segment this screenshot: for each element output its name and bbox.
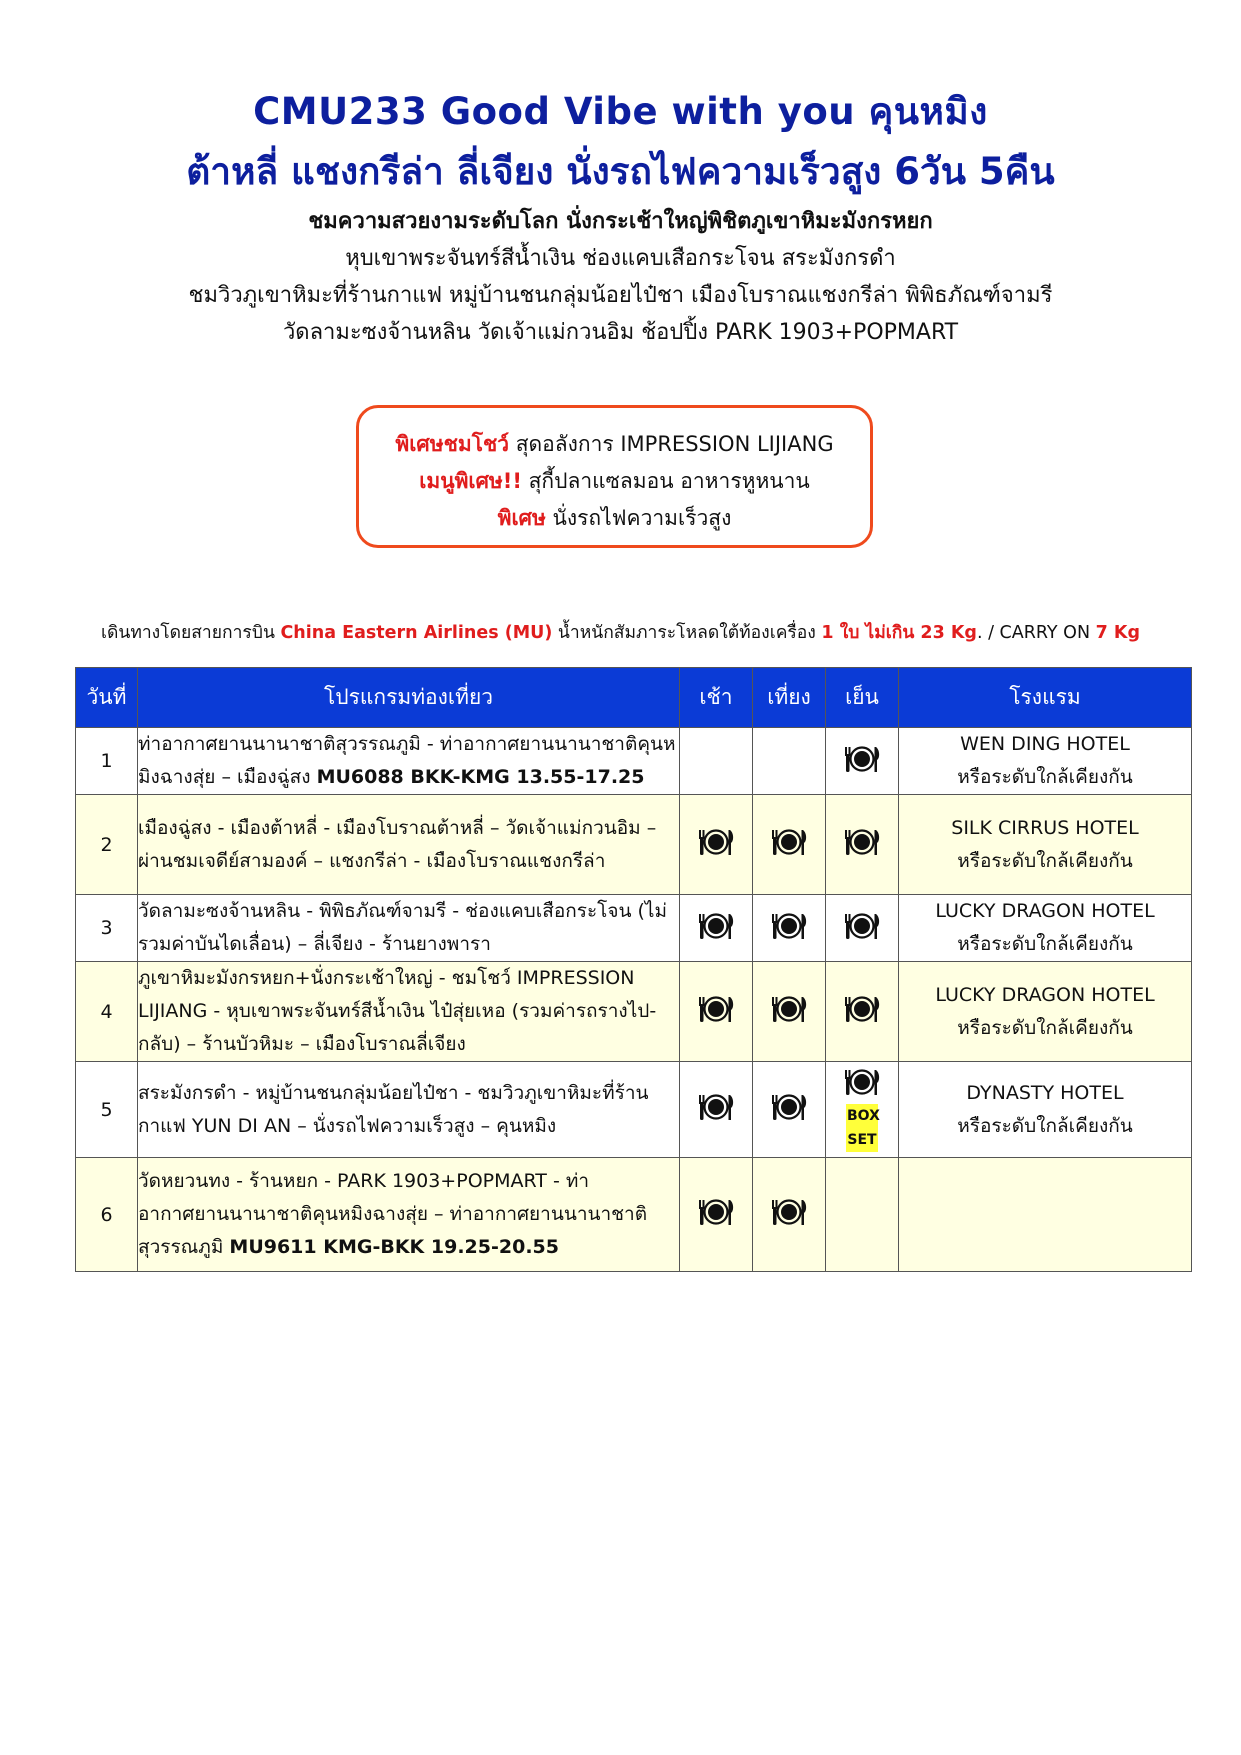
hotel-cell — [899, 895, 1192, 962]
carry-on-allowance: 7 Kg — [1095, 623, 1140, 643]
meal-breakfast-cell — [680, 1158, 753, 1272]
hotel-name: WEN DING HOTEL — [960, 733, 1130, 755]
highlight-line-3: ชมวิวภูเขาหิมะที่ร้านกาแฟ หมู่บ้านชนกลุ่มน้อยไป๋ชา เมืองโบราณแชงกรีล่า พิพิธภัณฑ์จามรี — [188, 283, 1053, 308]
program-cell — [138, 728, 680, 795]
hotel-note: หรือระดับใกล้เคียงกัน — [957, 1114, 1133, 1137]
hotel-note: หรือระดับใกล้เคียงกัน — [957, 933, 1133, 955]
meal-breakfast-cell — [680, 895, 753, 962]
tour-subtitle: ต้าหลี่ แชงกรีล่า ลี่เจียง นั่งรถไฟความเร็วสูง 6วัน 5คืน — [186, 150, 1055, 193]
hotel-note: หรือระดับใกล้เคียงกัน — [957, 1016, 1133, 1039]
flight-info: MU9611 KMG-BKK 19.25-20.55 — [229, 1236, 559, 1258]
program-text: ภูเขาหิมะมังกรหยก+นั่งกระเช้าใหญ่ - ชมโชว์ IMPRESSION LIJIANG - หุบเขาพระจันทร์สีน้ำเงิน ไป๋สุ่ยเหอ (รวมค่ารถรางไป-กลับ) – ร้านบัวหิมะ – เมืองโบราณลี่เจียง — [138, 967, 657, 1055]
promo-line-menu — [359, 465, 870, 498]
day-number: 3 — [76, 895, 138, 962]
table-row — [76, 962, 1192, 1062]
table-row — [76, 895, 1192, 962]
carry-on-label: . / CARRY ON — [976, 623, 1096, 643]
meal-lunch-cell — [753, 728, 826, 795]
plate-with-fork-knife-icon — [843, 1067, 881, 1102]
meal-lunch-cell — [753, 895, 826, 962]
hotel-name: LUCKY DRAGON HOTEL — [935, 900, 1155, 922]
program-text: ท่าอากาศยานนานาชาติสุวรรณภูมิ - ท่าอากาศยานนานาชาติคุนหมิงฉางสุ่ย – เมืองฉู่สง — [138, 733, 676, 788]
hotel-note: หรือระดับใกล้เคียงกัน — [957, 849, 1133, 872]
day-number: 2 — [76, 795, 138, 895]
plate-with-fork-knife-icon — [697, 1092, 735, 1127]
highlight-line-1: ชมความสวยงามระดับโลก นั่งกระเช้าใหญ่พิชิตภูเขาหิมะมังกรหยก — [308, 209, 933, 234]
meal-dinner-cell — [826, 1158, 899, 1272]
plate-with-fork-knife-icon — [770, 1197, 808, 1232]
hotel-name: DYNASTY HOTEL — [966, 1081, 1124, 1104]
header-hotel: โรงแรม — [899, 668, 1192, 728]
promo-highlight: พิเศษชมโชว์ — [395, 432, 510, 456]
meal-dinner-cell — [826, 962, 899, 1062]
program-cell — [138, 1158, 680, 1272]
promo-line-train — [359, 502, 870, 535]
meal-breakfast-cell — [680, 1062, 753, 1158]
hotel-cell — [899, 962, 1192, 1062]
program-cell — [138, 962, 680, 1062]
plate-with-fork-knife-icon — [843, 994, 881, 1029]
plate-with-fork-knife-icon — [770, 827, 808, 862]
airline-name: China Eastern Airlines (MU) — [280, 623, 553, 643]
meal-breakfast-cell — [680, 795, 753, 895]
hotel-cell — [899, 1158, 1192, 1272]
hotel-note: หรือระดับใกล้เคียงกัน — [957, 766, 1133, 788]
table-row — [76, 728, 1192, 795]
promo-text: สุดอลังการ IMPRESSION LIJIANG — [509, 432, 834, 456]
plate-with-fork-knife-icon — [770, 911, 808, 946]
program-cell — [138, 895, 680, 962]
meal-lunch-cell — [753, 1062, 826, 1158]
promo-text: สุกี้ปลาแซลมอน อาหารหูหนาน — [521, 469, 810, 493]
table-row — [76, 1158, 1192, 1272]
tour-title: CMU233 Good Vibe with you คุนหมิง — [253, 90, 988, 133]
plate-with-fork-knife-icon — [843, 827, 881, 862]
plate-with-fork-knife-icon — [843, 744, 881, 779]
hotel-cell — [899, 728, 1192, 795]
program-text: เมืองฉู่สง - เมืองต้าหลี่ - เมืองโบราณต้าหลี่ – วัดเจ้าแม่กวนอิม – ผ่านชมเจดีย์สามองค์ – แชงกรีล่า - เมืองโบราณแชงกรีล่า — [138, 816, 657, 872]
program-cell — [138, 1062, 680, 1158]
plate-with-fork-knife-icon — [770, 1092, 808, 1127]
airline-info — [0, 618, 1241, 646]
promo-text: นั่งรถไฟความเร็วสูง — [545, 506, 732, 530]
header-breakfast: เช้า — [680, 668, 753, 728]
header-day: วันที่ — [76, 668, 138, 728]
header-lunch: เที่ยง — [753, 668, 826, 728]
day-number: 1 — [76, 728, 138, 795]
promo-highlight: เมนูพิเศษ!! — [419, 469, 522, 493]
meal-breakfast-cell — [680, 962, 753, 1062]
day-number: 6 — [76, 1158, 138, 1272]
header-program: โปรแกรมท่องเที่ยว — [138, 668, 680, 728]
program-text: วัดหยวนทง - ร้านหยก - PARK 1903+POPMART - ท่าอากาศยานนานาชาติคุนหมิงฉางสุ่ย – ท่าอากาศยานนานาชาติสุวรรณภูมิ — [138, 1170, 648, 1258]
baggage-allowance: 1 ใบ ไม่เกิน 23 Kg — [821, 623, 977, 643]
highlight-line-4: วัดลามะซงจ้านหลิน วัดเจ้าแม่กวนอิม ช้อปปิ้ง PARK 1903+POPMART — [282, 320, 959, 345]
meal-dinner-cell — [826, 1062, 899, 1158]
table-row — [76, 1062, 1192, 1158]
plate-with-fork-knife-icon — [697, 827, 735, 862]
program-text: วัดลามะซงจ้านหลิน - พิพิธภัณฑ์จามรี - ช่องแคบเสือกระโจน (ไม่รวมค่าบันไดเลื่อน) – ลี่เจียง - ร้านยางพารา — [138, 900, 668, 955]
program-text: สระมังกรดำ - หมู่บ้านชนกลุ่มน้อยไป๋ชา - ชมวิวภูเขาหิมะที่ร้านกาแฟ YUN DI AN – นั่งรถไฟความเร็วสูง – คุนหมิง — [138, 1081, 649, 1137]
meal-breakfast-cell — [680, 728, 753, 795]
program-cell — [138, 795, 680, 895]
promo-line-show — [359, 428, 870, 461]
hotel-name: SILK CIRRUS HOTEL — [951, 816, 1139, 839]
hotel-name: LUCKY DRAGON HOTEL — [935, 983, 1155, 1006]
hotel-cell — [899, 795, 1192, 895]
flight-info: MU6088 BKK-KMG 13.55-17.25 — [316, 766, 645, 788]
plate-with-fork-knife-icon — [770, 994, 808, 1029]
airline-prefix: เดินทางโดยสายการบิน — [101, 623, 281, 643]
promo-box — [356, 405, 873, 548]
hotel-cell — [899, 1062, 1192, 1158]
meal-dinner-cell — [826, 895, 899, 962]
plate-with-fork-knife-icon — [697, 911, 735, 946]
day-number: 5 — [76, 1062, 138, 1158]
header-dinner: เย็น — [826, 668, 899, 728]
baggage-label: น้ำหนักสัมภาระโหลดใต้ท้องเครื่อง — [552, 623, 822, 643]
itinerary-table — [75, 667, 1192, 1272]
table-row — [76, 795, 1192, 895]
meal-lunch-cell — [753, 1158, 826, 1272]
meal-lunch-cell — [753, 795, 826, 895]
meal-lunch-cell — [753, 962, 826, 1062]
plate-with-fork-knife-icon — [843, 911, 881, 946]
plate-with-fork-knife-icon — [697, 994, 735, 1029]
meal-dinner-cell — [826, 728, 899, 795]
meal-dinner-cell — [826, 795, 899, 895]
promo-highlight: พิเศษ — [497, 506, 546, 530]
highlight-line-2: หุบเขาพระจันทร์สีน้ำเงิน ช่องแคบเสือกระโจน สระมังกรดำ — [345, 246, 896, 271]
plate-with-fork-knife-icon — [697, 1197, 735, 1232]
box-set-label: BOX SET — [846, 1104, 878, 1152]
table-header-row — [76, 668, 1192, 728]
day-number: 4 — [76, 962, 138, 1062]
